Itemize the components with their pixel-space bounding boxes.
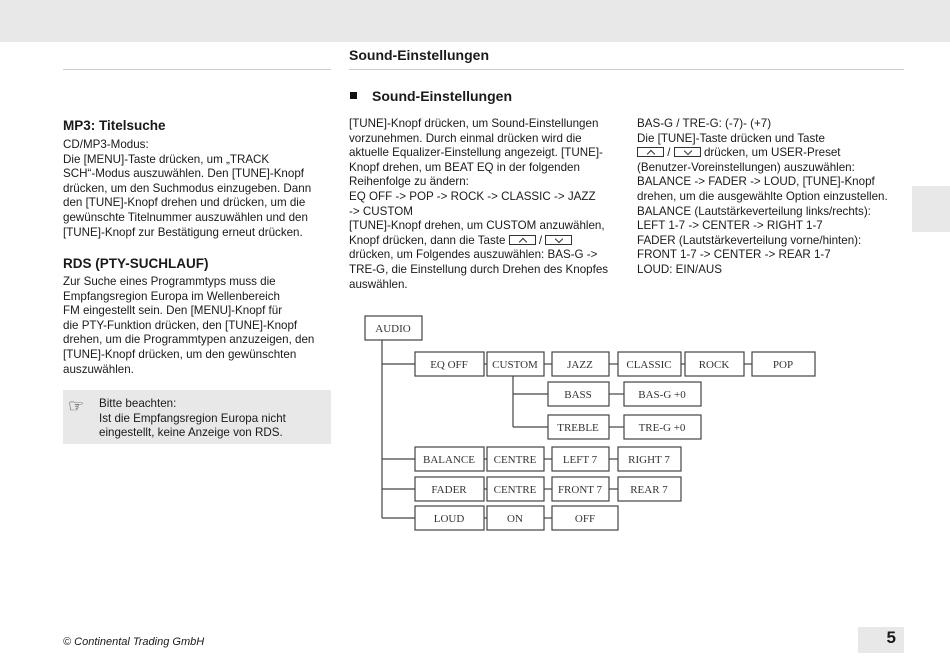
col1-line: EQ OFF -> POP -> ROCK -> CLASSIC -> JAZZ [349, 189, 596, 203]
col2-line: BALANCE -> FADER -> LOUD, [TUNE]-Knopf [637, 175, 875, 189]
mp3-line: [TUNE]-Knopf zur Bestätigung erneut drücken. [63, 225, 303, 239]
audio-menu-diagram [352, 308, 818, 536]
page-header-title: Sound-Einstellungen [349, 47, 489, 63]
rds-body [63, 275, 314, 377]
diagram-label-bass-value: BAS-G +0 [638, 389, 686, 401]
col2-line: Die [TUNE]-Taste drücken und Taste [637, 131, 825, 145]
col2-line: FADER (Lautstärkeverteilung vorne/hinten): [637, 233, 862, 247]
note-text [99, 397, 286, 441]
diagram-label-left: LEFT 7 [562, 454, 598, 466]
note-line: Bitte beachten: [99, 397, 177, 410]
down-key-icon [674, 147, 701, 157]
col1-line: [TUNE]-Knopf drücken, um Sound-Einstellungen [349, 117, 599, 130]
mp3-line: drücken, um den Suchmodus einzugeben. Dann [63, 181, 312, 195]
diagram-label-balance: BALANCE [423, 454, 475, 466]
diagram-label-rear: REAR 7 [630, 484, 668, 496]
mp3-body [63, 138, 311, 240]
diagram-label-classic: CLASSIC [626, 359, 672, 371]
col2-line: FRONT 1-7 -> CENTER -> REAR 1-7 [637, 248, 831, 262]
col1-line: drücken, um Folgendes auszuwählen: BAS-G -> [349, 248, 598, 262]
slash-text: / [538, 233, 543, 247]
col2-line: BALANCE (Lautstärkeverteilung links/rechts): [637, 204, 871, 218]
section-title: Sound-Einstellungen [372, 88, 512, 104]
diagram-label-treble: TREBLE [557, 422, 599, 434]
col2-line-text: drücken, um USER-Preset [703, 146, 841, 160]
rds-line: drehen, um die Programmtypen anzuzeigen, den [63, 333, 315, 347]
up-key-icon [637, 147, 664, 157]
diagram-label-balance-centre: CENTRE [493, 454, 537, 466]
diagram-label-loud: LOUD [433, 513, 465, 525]
col1-line: auswählen. [349, 277, 408, 291]
diagram-label-treble-value: TRE-G +0 [638, 422, 686, 434]
pointing-hand-icon: ☞ [68, 396, 85, 416]
mp3-heading: MP3: Titelsuche [63, 118, 166, 133]
mp3-line: SCH“-Modus auszuwählen. Den [TUNE]-Knopf [63, 167, 304, 181]
rds-line: die PTY-Funktion drücken, den [TUNE]-Knopf [63, 318, 298, 332]
header-rule-right [349, 69, 904, 70]
rds-line: Empfangsregion Europa im Wellenbereich [63, 289, 280, 303]
col2-line: (Benutzer-Voreinstellungen) auszuwählen: [637, 160, 855, 174]
col2-line-keys [637, 146, 907, 161]
col1-line-text: Knopf drücken, dann die Taste [349, 233, 506, 247]
diagram-label-off: OFF [574, 513, 596, 525]
down-key-icon [545, 235, 572, 245]
rds-line: auszuwählen. [63, 362, 134, 376]
footer-copyright: © Continental Trading GmbH [63, 636, 205, 648]
col1-line: Reihenfolge zu ändern: [349, 175, 469, 189]
top-bar [0, 0, 950, 42]
sound-col1 [349, 117, 624, 292]
col1-line: Knopf drehen, um BEAT EQ in der folgenden [349, 160, 580, 174]
mp3-line: gewünschte Titelnummer auszuwählen und den [63, 210, 308, 224]
rds-line: Zur Suche eines Programmtyps muss die [63, 275, 276, 288]
col1-line: -> CUSTOM [349, 204, 413, 218]
diagram-label-pop: POP [772, 359, 794, 371]
sound-col2 [637, 117, 907, 278]
diagram-label-bass: BASS [564, 389, 592, 401]
diagram-label-front: FRONT 7 [557, 484, 603, 496]
col1-line: [TUNE]-Knopf drehen, um CUSTOM anzuwählen, [349, 219, 605, 233]
diagram-label-right: RIGHT 7 [628, 454, 670, 466]
note-box [63, 390, 331, 444]
diagram-label-on: ON [507, 513, 523, 525]
col2-line: BAS-G / TRE-G: (-7)- (+7) [637, 117, 772, 130]
diagram-label-audio: AUDIO [375, 323, 411, 335]
rds-line: [TUNE]-Knopf drücken, um den gewünschten [63, 347, 297, 361]
note-line: Ist die Empfangsregion Europa nicht [99, 411, 286, 425]
diagram-label-rock: ROCK [698, 359, 730, 371]
col1-line: aktuelle Equalizer-Einstellung angezeigt. [TUNE]- [349, 146, 603, 160]
diagram-label-jazz: JAZZ [567, 359, 593, 371]
mp3-line: den [TUNE]-Knopf drehen und drücken, um die [63, 196, 306, 210]
side-tab-marker [912, 186, 950, 232]
bullet-square-icon [350, 92, 357, 99]
note-line: eingestellt, keine Anzeige von RDS. [99, 426, 283, 440]
rds-heading: RDS (PTY-SUCHLAUF) [63, 256, 209, 271]
diagram-label-eq-off: EQ OFF [430, 359, 468, 371]
diagram-label-fader-centre: CENTRE [493, 484, 537, 496]
col2-line: LEFT 1-7 -> CENTER -> RIGHT 1-7 [637, 219, 823, 233]
col1-line: TRE-G, die Einstellung durch Drehen des Knopfes [349, 262, 609, 276]
mp3-line: CD/MP3-Modus: [63, 138, 149, 151]
col1-line: vorzunehmen. Durch einmal drücken wird die [349, 131, 582, 145]
col1-line-keys [349, 234, 624, 249]
rds-line: FM eingestellt sein. Den [MENU]-Knopf für [63, 304, 283, 318]
header-rule-left [63, 69, 331, 70]
diagram-label-fader: FADER [431, 484, 467, 496]
col2-line: LOUD: EIN/AUS [637, 262, 723, 276]
mp3-line: Die [MENU]-Taste drücken, um „TRACK [63, 152, 270, 166]
page-number: 5 [886, 628, 896, 647]
col2-line: drehen, um die ausgewählte Option einzustellen. [637, 189, 888, 203]
up-key-icon [509, 235, 536, 245]
diagram-label-custom: CUSTOM [492, 359, 538, 371]
slash-text: / [667, 146, 671, 160]
